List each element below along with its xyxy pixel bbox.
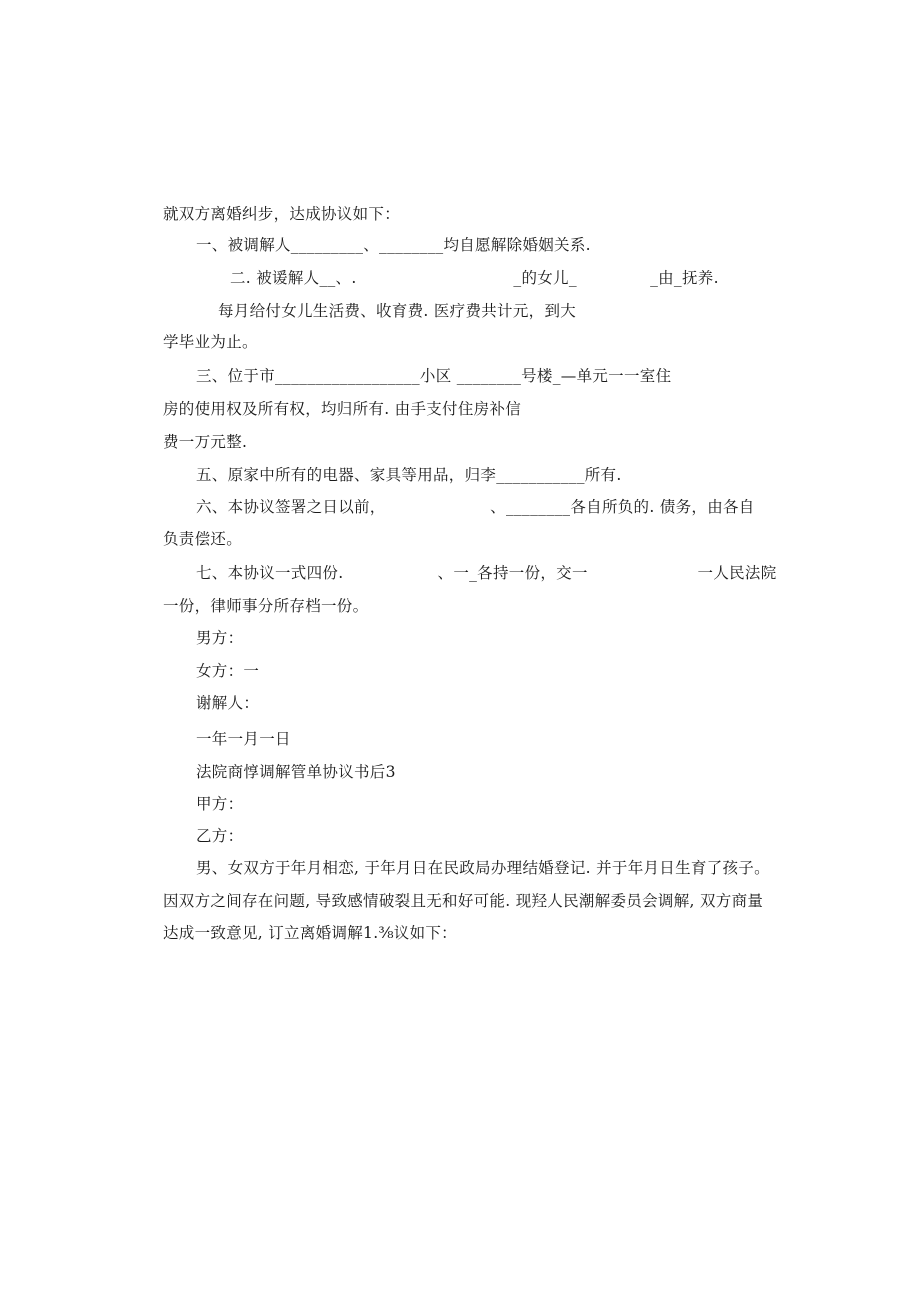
text-line-clause-3: 三、位于市__________________小区 ________号楼_—单元一一室住 [196, 367, 672, 385]
text-line-support-end: 学毕业为止。 [163, 333, 258, 351]
text-line-clause-1: 一、被调解人_________、________均自愿解除婚姻关系. [196, 236, 591, 254]
text-line-body-2: 因双方之间存在问题, 导致感情破裂且无和好可能. 现羟人民潮解委员会调解, 双方商量 [163, 892, 764, 910]
text-line-body-3: 达成一致意见, 订立离婚调解1.⅜议如下： [163, 924, 457, 942]
section-title: 法院商惇调解管单协议书后3 [196, 763, 396, 781]
signature-mediator: 谢解人： [196, 694, 260, 712]
text-line-clause-6: 六、本协议签署之日以前， 、________各自所负的. 债务，由各自 [196, 498, 755, 516]
text-line-clause-3-cont: 房的使用权及所有权，均归所有. 由手支付住房补信 [163, 400, 522, 418]
text-line-intro: 就双方离婚纠步，达成协议如下： [163, 205, 401, 223]
text-line-clause-7: 七、本协议一式四份. 、一_各持一份，交一 一人民法院 [196, 564, 777, 582]
signature-female: 女方：一 [196, 662, 260, 680]
text-line-support: 每月给付女儿生活费、收育费. 医疗费共计元，到大 [218, 302, 577, 320]
party-a: 甲方： [196, 795, 244, 813]
text-line-clause-7-end: 一份，律师事分所存档一份。 [163, 597, 369, 615]
party-b: 乙方： [196, 827, 244, 845]
signature-male: 男方： [196, 629, 244, 647]
text-line-body-1: 男、女双方于年月相恋, 于年月日在民政局办理结婚登记. 并于年月日生育了孩子。 [196, 859, 770, 877]
text-line-clause-2: 二. 被谖解人__、. _的女儿_ _由_抚养. [230, 269, 719, 287]
signature-date: 一年一月一日 [196, 730, 291, 748]
text-line-clause-6-end: 负责偿还。 [163, 530, 243, 548]
text-line-clause-5: 五、原家中所有的电器、家具等用品，归李___________所有. [196, 466, 622, 484]
text-line-clause-3-end: 费一万元整. [163, 433, 248, 451]
